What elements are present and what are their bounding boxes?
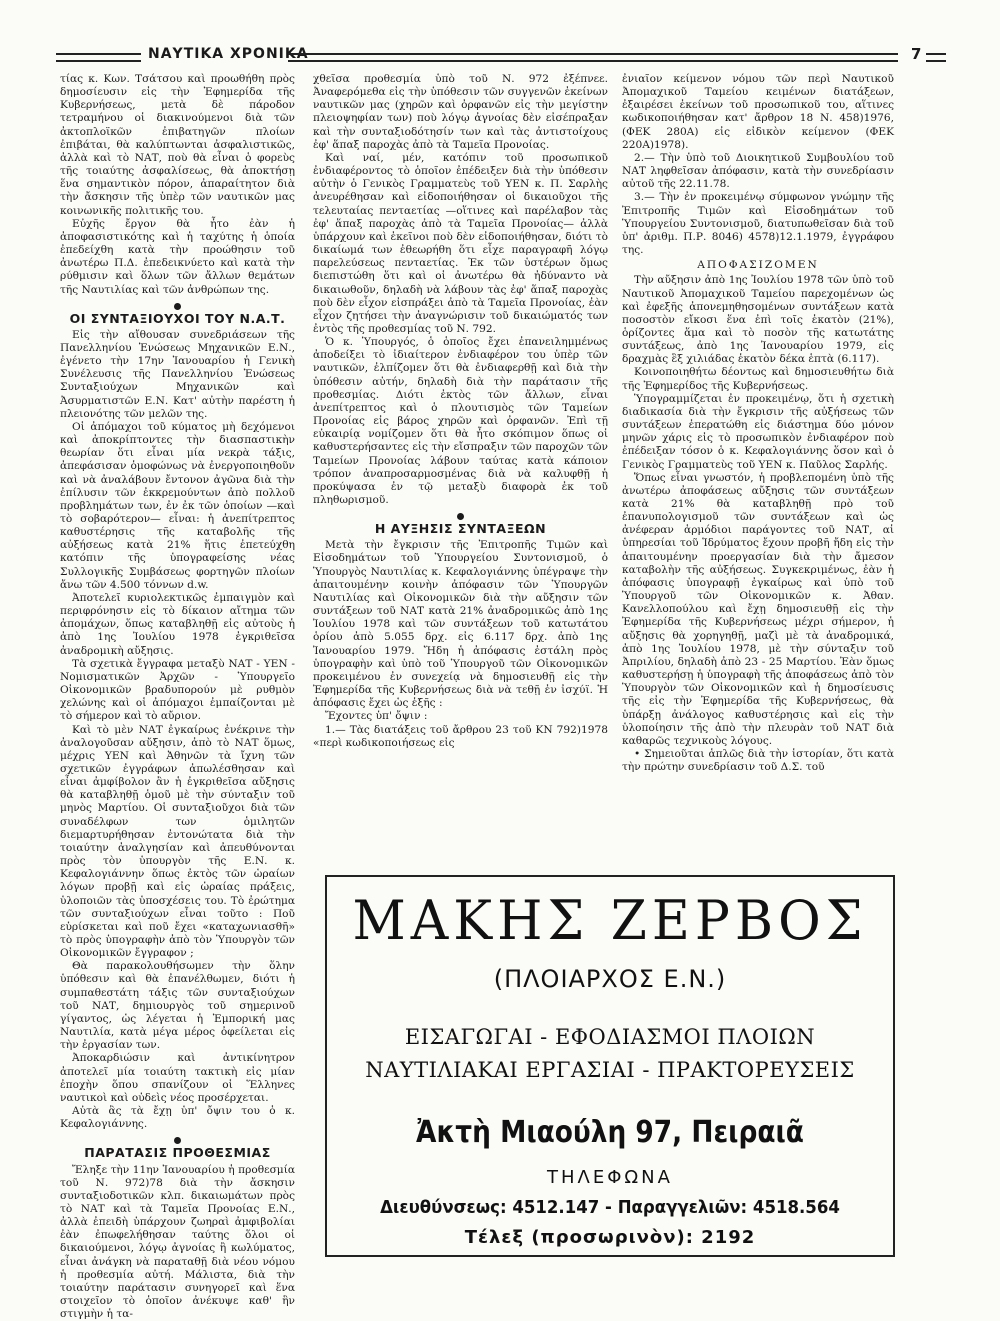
paragraph: 3.— Τὴν ἐν προκειμένῳ σύμφωνον γνώμην τῆς Ἐπιτροπῆς Τιμῶν καὶ Εἰσοδημάτων τοῦ Ὑπουργείου Συντονισμοῦ, διατυπωθεῖσαν διὰ τοῦ ὑπ' ἀριθμ. Π.Ρ. 8046) 4578)12.1.1979, ἐγγράφου της.: [622, 191, 894, 257]
article-heading-pensioners: ΟΙ ΣΥΝΤΑΞΙΟΥΧΟΙ ΤΟΥ Ν.Α.Τ.: [60, 312, 295, 325]
paragraph: Κοινοποιηθήτω δέοντως καὶ δημοσιευθήτω διὰ τῆς Ἐφημερίδος τῆς Κυβερνήσεως.: [622, 366, 894, 392]
ad-address: Ἀκτὴ Μιαούλη 97, Πειραιᾶ: [361, 1115, 859, 1150]
paragraph: Οἱ ἀπόμαχοι τοῦ κύματος μὴ δεχόμενοι καὶ ἀποκρίπτοντες τὴν διασπαστικὴν θεωρίαν ὅτι εἶναι μία νεκρὰ τάξις, ἀπεφάσισαν ὁμοφώνως νὰ ἐνεργοποιηθοῦν καὶ νὰ ἀναλάβουν ἔντονον ἀγῶνα διὰ τὴν ἐπίλυσιν τῶν ἐκκρεμούντων ἀπὸ πολλοῦ προβλημάτων των, ἐν ἐκ τῶν ὁποίων —καὶ τὸ σοβαρότερον— εἶναι: ἡ ἀνεπίτρεπτος καθυστέρησις τῆς καταβολῆς τῆς αὐξήσεως κατὰ 21% ἥτις ἐπετεύχθη κατόπιν τῆς ὑπογραφείσης νέας Συλλογικῆς Συμβάσεως φορτηγῶν πλοίων ἄνω τῶν 4.500 τόννων d.w.: [60, 421, 295, 592]
paragraph: τίας κ. Κων. Τσάτσου καὶ προωθήθη πρὸς δημοσίευσιν εἰς τὴν Ἐφημερίδα τῆς Κυβερνήσεως, μετὰ δὲ πάροδον τετραμήνου οἱ διακινούμενοι διὰ τῶν ἀκτοπλοϊκῶν ἐπιβατηγῶν πλοίων ἐπιβάται, θὰ καλύπτωνται ἀσφαλιστικῶς, ἀλλὰ καὶ τὸ ΝΑΤ, ποὺ θὰ εἶναι ὁ φορεὺς τῆς τοιαύτης ἀσφαλίσεως, θὰ ἀποκτήσῃ ἕνα σημαντικὸν πόρον, ἀπαραίτητον διὰ τὴν ἄσκησιν τῆς ὑπὲρ τῶν ναυτικῶν μας κοινωνικῆς πολιτικῆς του.: [60, 73, 295, 218]
paragraph: Αὐτὰ ἂς τὰ ἔχῃ ὑπ' ὄψιν του ὁ κ. Κεφαλογιάννης.: [60, 1105, 295, 1131]
column-1: [60, 73, 295, 1263]
paragraph: Εἰς τὴν αἴθουσαν συνεδριάσεων τῆς Πανελληνίου Ἑνώσεως Μηχανικῶν Ε.Ν., ἐγένετο τὴν 17ην Ἰανουαρίου ἡ Γενικὴ Συνέλευσις τῆς Πανελληνίου Ἑνώσεως Συνταξιούχων Μηχανικῶν καὶ Ἀσυρματιστῶν Ε.Ν. Κατ' αὐτὴν παρέστη ἡ πλειονότης τῶν μελῶν της.: [60, 329, 295, 421]
bullet-dot: [174, 1137, 181, 1144]
paragraph: Θὰ παρακολουθήσωμεν τὴν ὅλην ὑπόθεσιν καὶ θὰ ἐπανέλθωμεν, διότι ἡ συμπαθεστάτη τάξις τῶν συνταξιούχων τοῦ ΝΑΤ, δημιουργὸς τοῦ σημερινοῦ γίγαντος, ὡς λέγεται ἡ Ἐμπορική μας Ναυτιλία, κατὰ μέγα μέρος ὀφείλεται εἰς τὴν ἐργασίαν των.: [60, 960, 295, 1052]
bullet-dot: [457, 513, 464, 520]
ad-rank: (ΠΛΟΙΑΡΧΟΣ Ε.Ν.): [327, 965, 893, 993]
paragraph: Ὁ κ. Ὑπουργός, ὁ ὁποῖος ἔχει ἐπανειλημμένως ἀποδείξει τὸ ἰδιαίτερον ἐνδιαφέρον του ὑπὲρ τῶν ναυτικῶν, ἐλπίζομεν ὅτι θὰ ἐνδιαφερθῇ καὶ διὰ τὴν ὑπόθεσιν αὐτήν, δηλαδὴ διὰ τὴν παράτασιν τῆς προθεσμίας. Διότι ἐκτὸς τῶν ἄλλων, εἶναι ἀνεπίτρεπτος καὶ ὁ πλουτισμὸς τῶν Ταμείων Προνοίας εἰς βάρος χηρῶν καὶ ὀρφανῶν. Ἐπὶ τῇ εὐκαιρίᾳ νομίζομεν ὅτι θὰ ἦτο σκόπιμον ὅπως οἱ καθυστερήσαντες εἰς τὴν εἴσπραξιν τῶν παροχῶν τῶν Ταμείων Προνοίας λάβουν ταύτας κατὰ κάποιον τρόπον ἀναπροσαρμοσμένας διὰ νὰ καλυφθῇ ἡ προκύψασα ἐν τῷ μεταξὺ διαφορὰ ἐκ τοῦ πληθωρισμοῦ.: [313, 336, 608, 507]
page-header: [56, 44, 946, 68]
paragraph: Καὶ ναί, μέν, κατόπιν τοῦ προσωπικοῦ ἐνδιαφέροντος τὸ ὁποῖον ἐπέδειξεν διὰ τὴν ὑπόθεσιν αὐτὴν ὁ Γενικὸς Γραμματεὺς τοῦ ΥΕΝ κ. Π. Σαρλὴς ἀνευρέθησαν καὶ εἰδοποιήθησαν οἱ δικαιοῦχοι τῆς τελευταίας πενταετίας —οἵτινες καὶ παρέλαβον τὰς ἐφ' ἅπαξ παροχὰς ἀπὸ τὰ Ταμεῖα Προνοίας— ἀλλὰ ὑπάρχουν καὶ ἐκεῖνοι ποὺ δὲν εἰδοποιήθησαν, διότι τὸ δικαίωμά των ἐθεωρήθη ὅτι εἶχε παραγραφῆ λόγῳ παρελεύσεως πενταετίας. Ἐκ τῶν ὑστέρων ὅμως διεπιστώθη ὅτι καὶ οἱ ἀνωτέρω θὰ ἠδύναντο νὰ δικαιωθοῦν, δηλαδὴ νὰ λάβουν τὰς ἐφ' ἅπαξ παροχὰς ποὺ δὲν εἶχον εἰσπράξει ἀπὸ τὰ Ταμεῖα Προνοίας, ἐὰν εἶχον ζητήσει τὴν ἀναγνώρισιν τοῦ δικαιώματός των ἐντὸς τῆς προθεσμίας τοῦ Ν. 792.: [313, 152, 608, 336]
ad-telex: Τέλεξ (προσωρινὸν): 2192: [327, 1227, 893, 1248]
paragraph: Ἔχοντες ὑπ' ὄψιν :: [313, 710, 608, 723]
header-rule-left: [56, 53, 141, 62]
ad-name: ΜΑΚΗΣ ΖΕΡΒΟΣ: [327, 890, 893, 953]
ad-phones-label: ΤΗΛΕΦΩΝΑ: [327, 1167, 893, 1188]
paragraph: • Σημειοῦται ἁπλῶς διὰ τὴν ἱστορίαν, ὅτι κατὰ τὴν πρώτην συνεδρίασιν τοῦ Δ.Σ. τοῦ: [622, 748, 894, 774]
column-2: [313, 73, 608, 863]
advertisement-box: [325, 875, 895, 1257]
ad-services-line-1: ΕΙΣΑΓΩΓΑΙ - ΕΦΟΔΙΑΣΜΟΙ ΠΛΟΙΩΝ: [327, 1025, 893, 1049]
page-number: 7: [911, 45, 921, 63]
article-heading-extension: ΠΑΡΑΤΑΣΙΣ ΠΡΟΘΕΣΜΙΑΣ: [60, 1146, 295, 1159]
paragraph: Μετὰ τὴν ἔγκρισιν τῆς Ἐπιτροπῆς Τιμῶν καὶ Εἰσοδημάτων τοῦ Ὑπουργείου Συντονισμοῦ, ὁ Ὑπουργὸς Ναυτιλίας κ. Κεφαλογιάννης ὑπέγραψε τὴν ἀπαιτουμένην κοινὴν ἀπόφασιν τῶν Ὑπουργῶν Ναυτιλίας καὶ Οἰκονομικῶν διὰ τὴν αὔξησιν τῶν συντάξεων τοῦ ΝΑΤ κατὰ 21% ἀναδρομικῶς ἀπὸ 1ης Ἰουλίου 1978 καὶ τῶν συντάξεων τοῦ κατωτάτου ὁρίου ἀπὸ 5.055 δρχ. εἰς 6.117 δρχ. ἀπὸ 1ης Ἰανουαρίου 1979. Ἤδη ἡ ἀπόφασις ἐστάλη πρὸς ὑπογραφὴν καὶ ὑπὸ τοῦ Ὑπουργοῦ τῶν Οἰκονομικῶν προκειμένου ἐν συνεχείᾳ νὰ δημοσιευθῇ εἰς τὴν Ἐφημερίδα τῆς Κυβερνήσεως διὰ νὰ τεθῇ ἐν ἰσχύϊ. Ἡ ἀπόφασις ἔχει ὡς ἑξῆς :: [313, 539, 608, 710]
ad-phone-numbers: Διευθύνσεως: 4512.147 - Παραγγελιῶν: 4518.564: [350, 1197, 871, 1218]
paragraph: Ἀποτελεῖ κυριολεκτικῶς ἐμπαιγμὸν καὶ περιφρόνησιν εἰς τὸ δίκαιον αἴτημα τῶν ἀπομάχων, ὅπως καταβληθῇ εἰς αὐτοὺς ἡ ἀπὸ 1ης Ἰουλίου 1978 ἐγκριθεῖσα ἀναδρομικὴ αὔξησις.: [60, 592, 295, 658]
paragraph: Ὅπως εἶναι γνωστόν, ἡ προβλεπομένη ὑπὸ τῆς ἀνωτέρω ἀποφάσεως αὔξησις τῶν συντάξεων κατὰ 21% θὰ καταβληθῇ πρὸ τοῦ ἐπανυπολογισμοῦ τῶν συντάξεων καὶ ὡς ἀνέφεραν ἁρμόδιοι παράγοντες τοῦ ΝΑΤ, αἱ ὑπηρεσίαι τοῦ Ἱδρύματος ἔχουν προβῆ ἤδη εἰς τὴν ἀπαιτουμένην προεργασίαν διὰ τὴν ἄμεσον καταβολὴν τῆς αὐξήσεως. Συγκεκριμένως, ἐὰν ἡ ἀπόφασις ὑπογραφῇ ἐγκαίρως καὶ ὑπὸ τοῦ Ὑπουργοῦ τῶν Οἰκονομικῶν κ. Ἀθαν. Κανελλοπούλου καὶ ἔχῃ δημοσιευθῇ εἰς τὴν Ἐφημερίδα τῆς Κυβερνήσεως μέχρι σήμερον, ἡ αὔξησις θὰ χορηγηθῇ, μαζὶ μὲ τὰ ἀναδρομικά, ἀπὸ 1ης Ἰουλίου 1978, μὲ τὴν σύνταξιν τοῦ Ἀπριλίου, δηλαδὴ ἀπὸ 23 - 25 Μαρτίου. Ἐὰν ὅμως καθυστερήσῃ ἡ ὑπογραφὴ τῆς ἀποφάσεως ἀπὸ τὸν Ὑπουργὸν τῶν Οἰκονομικῶν καὶ ἡ δημοσίευσις τῆς εἰς τὴν Ἐφημερίδα τῆς Κυβερνήσεως, θὰ ὑπάρξῃ ἀνάλογος καθυστέρησις καὶ εἰς τὴν ὑλοποίησιν τῆς ἀπὸ τὴν πλευρὰν τοῦ ΝΑΤ διὰ καθαρῶς τεχνικοὺς λόγους.: [622, 472, 894, 748]
paragraph: Τὴν αὔξησιν ἀπὸ 1ης Ἰουλίου 1978 τῶν ὑπὸ τοῦ Ναυτικοῦ Ἀπομαχικοῦ Ταμείου παρεχομένων ὡς καὶ ἐφεξῆς ἀπονεμηθησομένων συντάξεων κατὰ ποσοστὸν εἴκοσι ἕνα ἐπὶ τοῖς ἑκατὸν (21%), ὁρίζοντες ἅμα καὶ τὸ ποσὸν τῆς κατωτάτης συντάξεως, ἀπὸ 1ης Ἰανουαρίου 1979, εἰς δραχμὰς ἓξ χιλιάδας ἑκατὸν δέκα ἑπτὰ (6.117).: [622, 274, 894, 366]
section-title: ΝΑΥΤΙΚΑ ΧΡΟΝΙΚΑ: [148, 46, 309, 62]
column-3: [622, 73, 894, 863]
bullet-dot: [174, 303, 181, 310]
paragraph: 2.— Τὴν ὑπὸ τοῦ Διοικητικοῦ Συμβουλίου τοῦ ΝΑΤ ληφθεῖσαν ἀπόφασιν, κατὰ τὴν συνεδρίασιν αὐτοῦ τῆς 22.11.78.: [622, 152, 894, 191]
header-rule-right: [288, 53, 898, 62]
paragraph: 1.— Τὰς διατάξεις τοῦ ἄρθρου 23 τοῦ ΚΝ 792)1978 «περὶ κωδικοποιήσεως εἰς: [313, 724, 608, 750]
paragraph: Ἀποκαρδιώσιν καὶ ἀντικίνητρον ἀποτελεῖ μία τοιαύτη τακτικὴ εἰς μίαν ἐποχὴν ὅπου σπανίζουν οἱ Ἕλληνες ναυτικοὶ καὶ οὐδεὶς νέος προσέρχεται.: [60, 1052, 295, 1105]
paragraph: Ὑπογραμμίζεται ἐν προκειμένῳ, ὅτι ἡ σχετικὴ διαδικασία διὰ τὴν ἔγκρισιν τῆς αὐξήσεως τῶν συντάξεων ἐπερατώθη εἰς διάστημα δύο μόνον μηνῶν χάρις εἰς τὸ προσωπικὸν ἐνδιαφέρον ποὺ ἐπέδειξαν τόσον ὁ κ. Κεφαλογιάννης ὅσον καὶ ὁ Γενικὸς Γραμματεὺς τοῦ ΥΕΝ κ. Παῦλος Σαρλής.: [622, 393, 894, 472]
ad-services-line-2: ΝΑΥΤΙΛΙΑΚΑΙ ΕΡΓΑΣΙΑΙ - ΠΡΑΚΤΟΡΕΥΣΕΙΣ: [327, 1058, 893, 1082]
paragraph: ἐνιαῖον κείμενον νόμου τῶν περὶ Ναυτικοῦ Ἀπομαχικοῦ Ταμείου κειμένων διατάξεων, ἐξαιρέσει ἐκείνων τοῦ προσωπικοῦ του, αἵτινες κωδικοποιήθησαν κατ' ἄρθρον 18 Ν. 458)1976, (ΦΕΚ 280Α) εἰς εἰδικὸν κείμενον (ΦΕΚ 220Α)1978).: [622, 73, 894, 152]
paragraph: Τὰ σχετικὰ ἔγγραφα μεταξὺ ΝΑΤ - ΥΕΝ - Νομισματικῶν Ἀρχῶν - Ὑπουργεῖο Οἰκονομικῶν βραδυπορούν μὲ ρυθμὸν χελώνης καὶ οἱ ἀπόμαχοι ἐμπαίζονται μὲ τὸ σήμερον καὶ τὸ αὔριον.: [60, 658, 295, 724]
paragraph: χθεῖσα προθεσμία ὑπὸ τοῦ Ν. 972 ἐξέπνεε. Ἀναφερόμεθα εἰς τὴν ὑπόθεσιν τῶν συγγενῶν ἐκείνων ναυτικῶν μας (χηρῶν καὶ ὀρφανῶν εἰς τὴν μεγίστην πλειοψηφίαν των) ποὺ λόγῳ ἀγνοίας δὲν εἰσέπραξαν καὶ τὴν συνταξιοδότησίν των καὶ τὰς ἀντιστοίχους ἐφ' ἅπαξ παροχὰς ἀπὸ τὰ Ταμεῖα Προνοίας.: [313, 73, 608, 152]
paragraph: Καὶ τὸ μὲν ΝΑΤ ἐγκαίρως ἐνέκρινε τὴν ἀναλογοῦσαν αὔξησιν, ἀπὸ τὸ ΝΑΤ ὅμως, μέχρις ΥΕΝ καὶ Ἀθηνῶν τὰ ἴχνη τῶν σχετικῶν ἐγγράφων ἀπωλέσθησαν καὶ εἶναι ἀμφίβολον ἂν ἡ ἐγκριθεῖσα αὔξησις θὰ καταβληθῇ ὁμοῦ μὲ τὴν σύνταξιν τοῦ μηνὸς Μαρτίου. Οἱ συνταξιοῦχοι διὰ τῶν συναδέλφων των ὁμιλητῶν διεμαρτυρήθησαν ἐντονώτατα διὰ τὴν τοιαύτην ἀναλγησίαν καὶ ἀπευθύνονται πρὸς τὸν ὑπουργὸν τῆς Ε.Ν. κ. Κεφαλογιάννην ὅπως ἐκτὸς τῶν ὡραίων λόγων προβῇ καὶ εἰς ὡραίας πράξεις, ὑλοποιῶν τὰς ὑποσχέσεις του. Τὸ ἐρώτημα τῶν συνταξιούχων εἶναι τοῦτο : Ποῦ εὑρίσκεται καὶ ποῦ ἔχει «καταχωνιασθῆ» τὸ πρὸς ὑπογραφὴν ἀπὸ τὸν Ὑπουργὸν τῶν Οἰκονομικῶν ἔγγραφον ;: [60, 724, 295, 961]
paragraph: Εὐχῆς ἔργον θὰ ἦτο ἐὰν ἡ ἀποφασιστικότης καὶ ἡ ταχύτης ἡ ὁποία ἐπεδείχθη κατὰ τὴν προώθησιν τοῦ ἀνωτέρω Π.Δ. ἐπεδεικνύετο καὶ κατὰ τὴν ρύθμισιν καὶ ὅλων τῶν ἄλλων θεμάτων τῆς Ναυτιλίας καὶ τῶν ἀνθρώπων της.: [60, 218, 295, 297]
paragraph: Ἔληξε τὴν 11ην Ἰανουαρίου ἡ προθεσμία τοῦ Ν. 972)78 διὰ τὴν ἄσκησιν συνταξιοδοτικῶν κλπ. δικαιωμάτων πρὸς τὸ ΝΑΤ καὶ τὰ Ταμεῖα Προνοίας Ε.Ν., ἀλλὰ ἐπειδὴ ὑπάρχουν ζωηραὶ ἀμφιβολίαι ἐὰν ἐπωφελήθησαν ταύτης ὅλοι οἱ δικαιούμενοι, λόγῳ ἀγνοίας ἢ κωλύματος, εἶναι ἀνάγκη νὰ παραταθῇ διὰ νέου νόμου ἡ προθεσμία αὐτή. Μάλιστα, διὰ τὴν τοιαύτην παράτασιν συνηγορεῖ καὶ ἕνα στοιχεῖον τὸ ὁποῖον ἀνέκυψε καθ' ἣν στιγμὴν ἡ τα-: [60, 1164, 295, 1321]
header-rule-end: [926, 53, 946, 62]
decision-heading: ΑΠΟΦΑΣΙΖΟΜΕΝ: [622, 259, 894, 272]
article-heading-pension-increase: Η ΑΥΞΗΣΙΣ ΣΥΝΤΑΞΕΩΝ: [313, 522, 608, 535]
